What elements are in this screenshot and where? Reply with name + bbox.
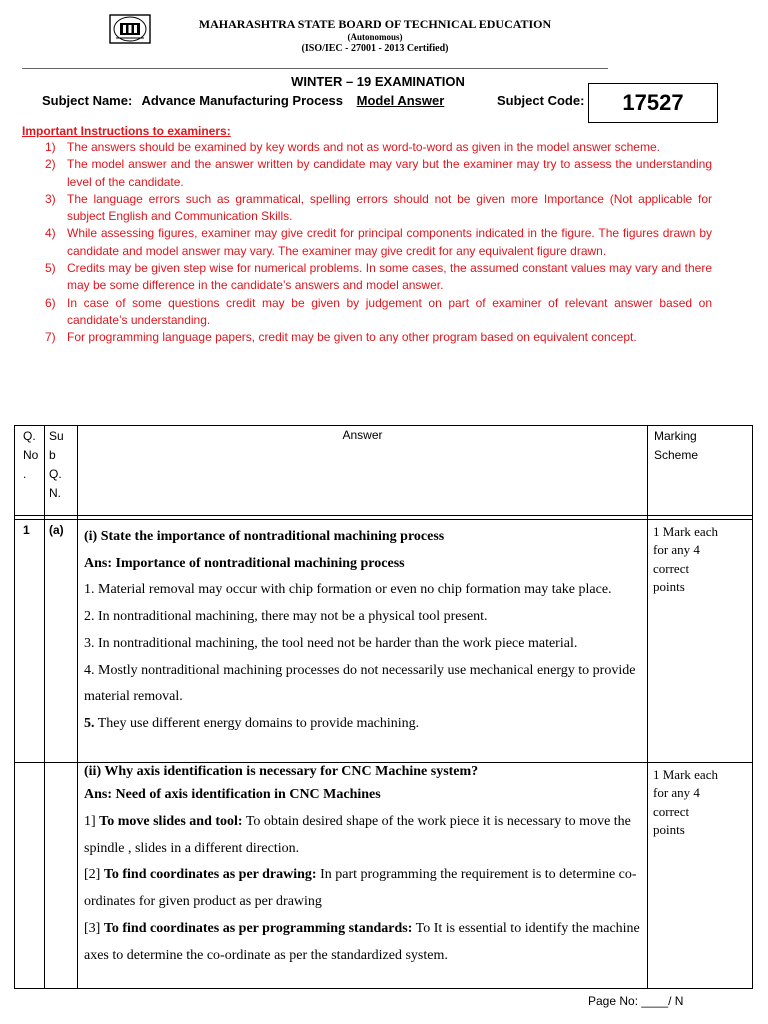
sub-q-number: [45, 763, 78, 989]
answer-point: [2] To find coordinates as per drawing: In part programming the requirement is to determine co-ordinates for given product as per drawing: [84, 867, 637, 910]
instruction-text: In case of some questions credit may be given by judgement on part of examiner of relevant answer based on candidate’s understanding.: [67, 295, 712, 327]
question-text: (i) State the importance of nontraditional machining process: [84, 529, 445, 544]
instruction-item: [22, 225, 712, 260]
question-text: (ii) Why axis identification is necessary for CNC Machine system?: [84, 764, 479, 779]
instructions-heading: Important Instructions to examiners:: [22, 124, 231, 138]
instruction-text: Credits may be given step wise for numerical problems. In some cases, the assumed constant values may vary and there may be some difference in the candidate’s answers and model answer.: [67, 261, 712, 293]
instruction-number: 1): [45, 140, 56, 154]
table-row: [15, 763, 753, 989]
table-row: [15, 520, 753, 763]
board-autonomous: (Autonomous): [347, 32, 403, 42]
instruction-text: While assessing figures, examiner may give credit for principal components indicated in the figure. The figures drawn by candidate and model answer may vary. The examiner may give credit for any equivalent figure drawn.: [67, 226, 712, 258]
exam-title: WINTER – 19 EXAMINATION: [291, 74, 465, 89]
instruction-number: 6): [45, 295, 56, 310]
answer-heading: Ans: Need of axis identification in CNC Machines: [84, 787, 381, 802]
instruction-number: 4): [45, 226, 56, 241]
sub-q-number: (a): [45, 520, 78, 763]
subject-label: Subject Name:: [42, 93, 133, 108]
board-certification: (ISO/IEC - 27001 - 2013 Certified): [301, 43, 449, 54]
header-q-no-label: Q. No .: [23, 429, 39, 481]
subject-code-box: [588, 83, 718, 123]
subject-name: Advance Manufacturing Process: [141, 93, 344, 108]
q-number: 1: [15, 520, 45, 763]
answer-cell: [78, 520, 648, 763]
answer-point: 2. In nontraditional machining, there may not be a physical tool present.: [84, 609, 488, 625]
page-number: Page No: ____/ N: [588, 994, 684, 1008]
header-marking-label: Marking Scheme: [654, 429, 699, 462]
subject-code: 17527: [622, 90, 684, 115]
answer-point: 1] To move slides and tool: To obtain desired shape of the work piece it is necessary to move the spindle , slides in a different direction.: [84, 814, 631, 856]
instruction-item: [22, 260, 712, 295]
header-answer: Answer: [78, 426, 648, 516]
header-sub-q: [45, 426, 78, 516]
answer-cell: [78, 763, 648, 989]
board-name: MAHARASHTRA STATE BOARD OF TECHNICAL EDUCATION: [198, 17, 552, 31]
header-q-no: [15, 426, 45, 516]
table-header-row: [15, 426, 753, 516]
header-sub-q-label: Su b Q. N.: [49, 429, 64, 500]
instruction-text: For programming language papers, credit may be given to any other program based on equivalent concept.: [67, 330, 637, 345]
marking-text: 1 Mark each for any 4 correct points: [653, 524, 718, 594]
instruction-text: The answers should be examined by key words and not as word-to-word as given in the model answer scheme.: [67, 140, 660, 154]
marking-text: 1 Mark each for any 4 correct points: [653, 767, 718, 837]
header-marking: [648, 426, 753, 516]
instruction-number: 5): [45, 261, 56, 276]
instruction-item: [22, 139, 712, 156]
instruction-item: [22, 329, 712, 346]
instruction-number: 7): [45, 330, 56, 345]
marking-scheme: [648, 763, 753, 989]
q-number: [15, 763, 45, 989]
marking-scheme: [648, 520, 753, 763]
answer-point: 3. In nontraditional machining, the tool need not be harder than the work piece material.: [84, 635, 578, 651]
answer-point: [3] To find coordinates as per programming standards: To It is essential to identify the machine axes to determine the co-ordinate as per the standardized system.: [84, 920, 640, 963]
instruction-item: [22, 156, 712, 191]
instruction-text: The language errors such as grammatical, spelling errors should not be given more Importance (Not applicable for subject English and Communication Skills.: [67, 191, 712, 224]
instruction-item: [22, 191, 712, 226]
answer-heading: Ans: Importance of nontraditional machining process: [84, 555, 405, 571]
instruction-number: 2): [45, 157, 56, 172]
instruction-item: [22, 295, 712, 330]
instruction-text: The model answer and the answer written by candidate may vary but the examiner may try to assess the understanding level of the candidate.: [67, 157, 712, 189]
subject-row: [42, 93, 444, 108]
answer-table: [14, 425, 753, 989]
instruction-number: 3): [45, 191, 56, 206]
header-divider: [22, 68, 608, 69]
answer-point: 1. Material removal may occur with chip formation or even no chip formation may take place.: [84, 582, 612, 598]
subject-code-label: Subject Code:: [497, 93, 585, 108]
answer-point: 5. They use different energy domains to provide machining.: [84, 715, 420, 731]
model-answer-label: Model Answer: [356, 93, 445, 108]
answer-point: 4. Mostly nontraditional machining processes do not necessarily use mechanical energy to provide material removal.: [84, 662, 636, 705]
instructions-list: [22, 139, 712, 347]
